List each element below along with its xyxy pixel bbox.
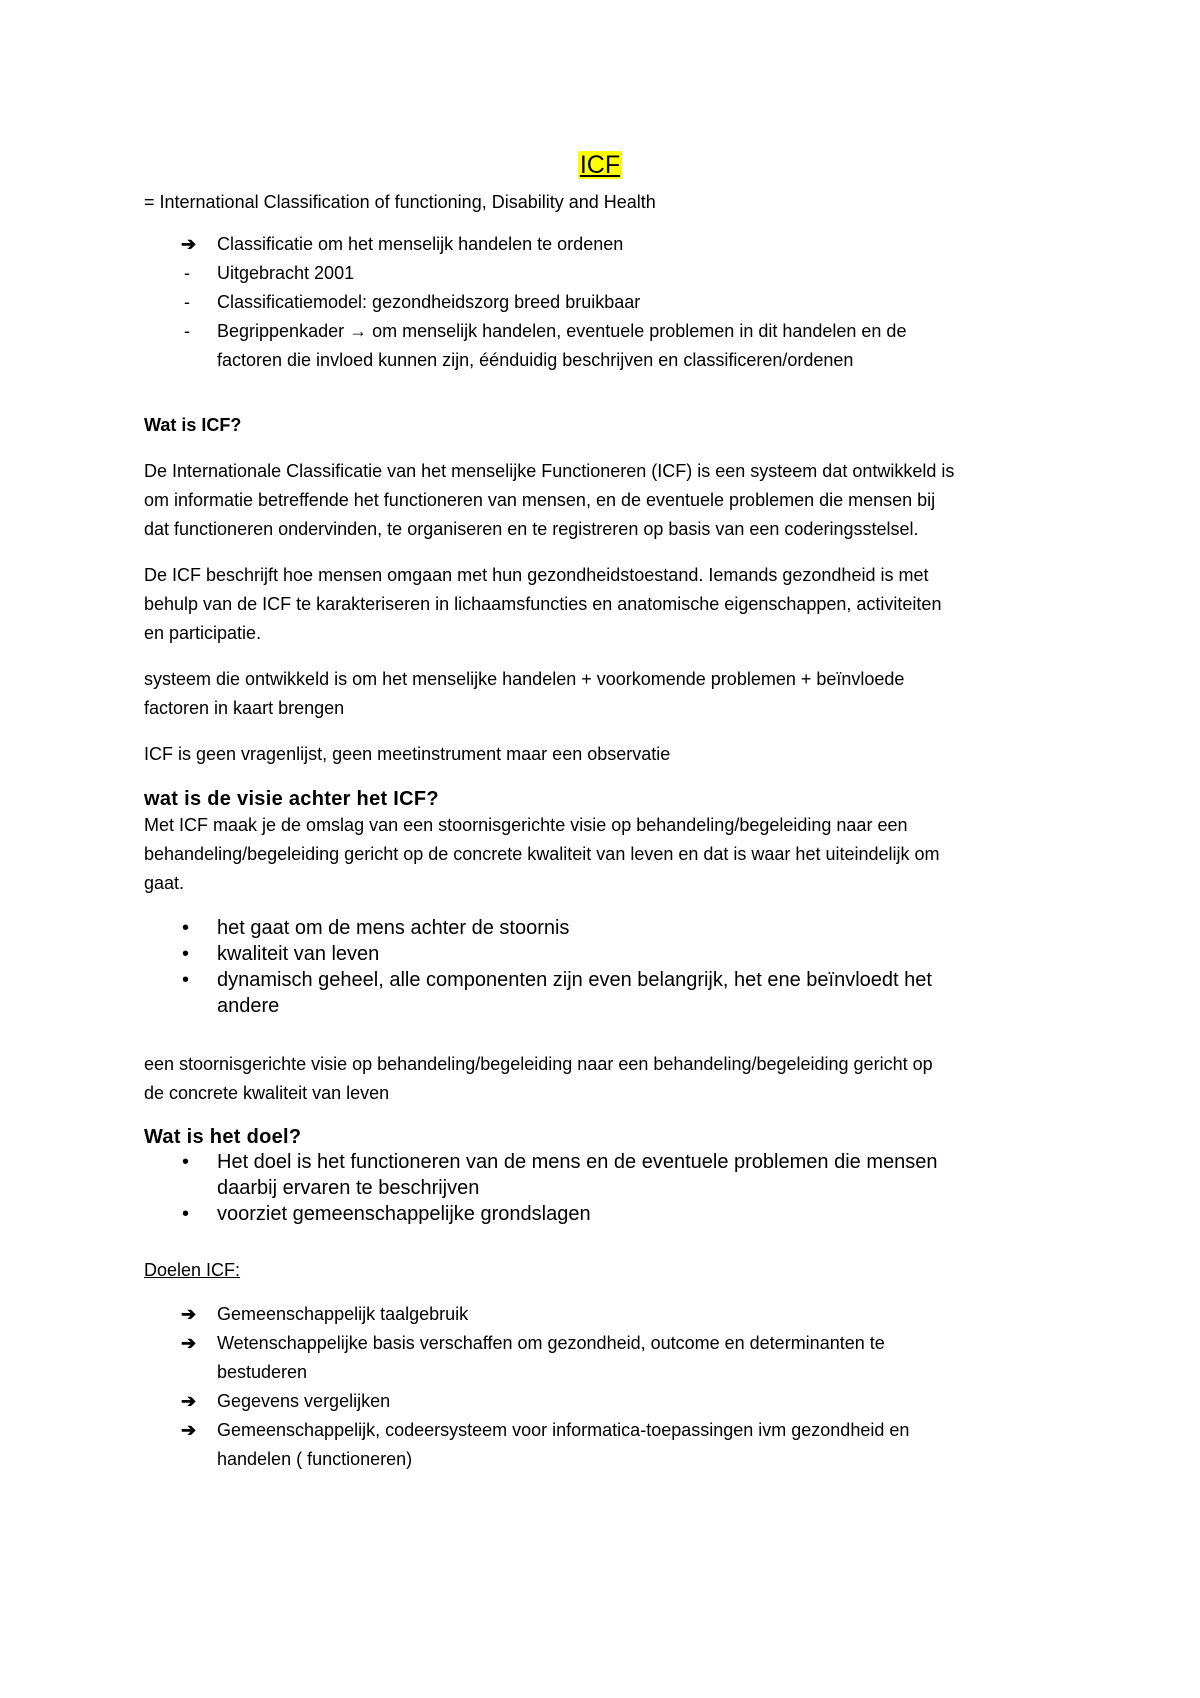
list-item: Begrippenkader → om menselijk handelen, eventuele problemen in dit handelen en de: [217, 321, 907, 341]
section-heading: Wat is het doel?: [144, 1126, 302, 1148]
page-title: [0, 148, 1200, 182]
list-item: Gemeenschappelijk taalgebruik: [217, 1304, 469, 1324]
list-item: kwaliteit van leven: [217, 943, 380, 965]
list-item: voorziet gemeenschappelijke grondslagen: [217, 1203, 591, 1225]
list-item: Uitgebracht 2001: [217, 263, 355, 283]
list-item: dynamisch geheel, alle componenten zijn even belangrijk, het ene beïnvloedt het: [217, 969, 932, 991]
arrow-icon: ➔: [181, 1391, 197, 1411]
bullet-marker: •: [182, 1203, 190, 1225]
arrow-icon: ➔: [181, 1304, 197, 1324]
bullet-marker: •: [182, 917, 190, 939]
paragraph-line: behandeling/begeleiding gericht op de concrete kwaliteit van leven en dat is waar het uiteindelijk om: [144, 844, 940, 864]
arrow-icon: ➔: [181, 1420, 197, 1440]
list-item: het gaat om de mens achter de stoornis: [217, 917, 570, 939]
section-heading: Wat is ICF?: [144, 415, 242, 435]
list-item: Gemeenschappelijk, codeersysteem voor informatica-toepassingen ivm gezondheid en: [217, 1420, 910, 1440]
paragraph-line: Met ICF maak je de omslag van een stoornisgerichte visie op behandeling/begeleiding naar een: [144, 815, 908, 835]
paragraph-line: de concrete kwaliteit van leven: [144, 1083, 390, 1103]
paragraph-line: factoren in kaart brengen: [144, 698, 345, 718]
paragraph-line: en participatie.: [144, 623, 262, 643]
list-item: Classificatie om het menselijk handelen te ordenen: [217, 234, 624, 254]
paragraph-line: De ICF beschrijft hoe mensen omgaan met hun gezondheidstoestand. Iemands gezondheid is met: [144, 565, 929, 585]
section-heading: wat is de visie achter het ICF?: [144, 788, 439, 810]
arrow-icon: ➔: [181, 234, 197, 254]
dash-marker: -: [184, 321, 190, 341]
list-item-continuation: bestuderen: [217, 1362, 308, 1382]
dash-marker: -: [184, 292, 190, 312]
bullet-marker: •: [182, 1151, 190, 1173]
dash-marker: -: [184, 263, 190, 283]
paragraph-line: behulp van de ICF te karakteriseren in lichaamsfuncties en anatomische eigenschappen, activiteiten: [144, 594, 942, 614]
paragraph-line: systeem die ontwikkeld is om het menselijke handelen + voorkomende problemen + beïnvloede: [144, 669, 905, 689]
paragraph-line: een stoornisgerichte visie op behandeling/begeleiding naar een behandeling/begeleiding gericht op: [144, 1054, 933, 1074]
paragraph-line: De Internationale Classificatie van het menselijke Functioneren (ICF) is een systeem dat ontwikkeld is: [144, 461, 955, 481]
title-text: ICF: [579, 151, 621, 179]
definition-line: = International Classification of functioning, Disability and Health: [144, 192, 656, 212]
bullet-marker: •: [182, 969, 190, 991]
arrow-icon: ➔: [181, 1333, 197, 1353]
paragraph-line: gaat.: [144, 873, 185, 893]
paragraph-line: om informatie betreffende het functioneren van mensen, en de eventuele problemen die mensen bij: [144, 490, 936, 510]
paragraph-line: dat functioneren ondervinden, te organiseren en te registreren op basis van een coderingsstelsel.: [144, 519, 919, 539]
paragraph-line: ICF is geen vragenlijst, geen meetinstrument maar een observatie: [144, 744, 671, 764]
section-heading: Doelen ICF:: [144, 1260, 241, 1280]
list-item: Gegevens vergelijken: [217, 1391, 391, 1411]
list-item-continuation: daarbij ervaren te beschrijven: [217, 1177, 480, 1199]
bullet-marker: •: [182, 943, 190, 965]
list-item-continuation: factoren die invloed kunnen zijn, éénduidig beschrijven en classificeren/ordenen: [217, 350, 854, 370]
list-item: Wetenschappelijke basis verschaffen om gezondheid, outcome en determinanten te: [217, 1333, 885, 1353]
list-item: Classificatiemodel: gezondheidszorg breed bruikbaar: [217, 292, 641, 312]
list-item-continuation: handelen ( functioneren): [217, 1449, 413, 1469]
list-item-continuation: andere: [217, 995, 280, 1017]
list-item: Het doel is het functioneren van de mens en de eventuele problemen die mensen: [217, 1151, 938, 1173]
